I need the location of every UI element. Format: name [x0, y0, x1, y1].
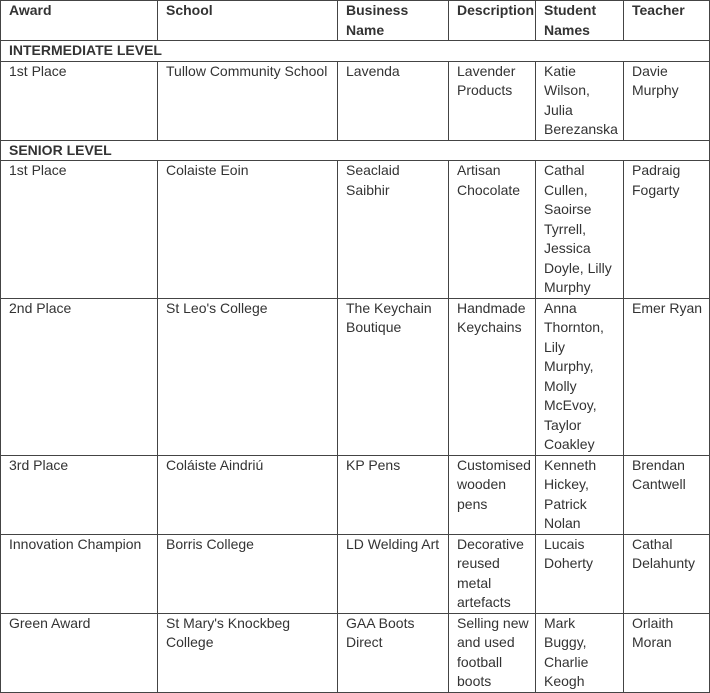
section-label: INTERMEDIATE LEVEL	[1, 41, 710, 62]
cell-description: Selling new and used football boots	[449, 613, 536, 692]
cell-student-names: Anna Thornton, Lily Murphy, Molly McEvoy, Taylor Coakley	[536, 298, 624, 455]
cell-school: St Mary's Knockbeg College	[158, 613, 338, 692]
cell-description: Lavender Products	[449, 61, 536, 140]
section-label: SENIOR LEVEL	[1, 140, 710, 161]
header-row	[1, 1, 710, 41]
cell-teacher: Emer Ryan	[624, 298, 710, 455]
header-business-name: Business Name	[338, 1, 449, 41]
table-row	[1, 298, 710, 455]
header-description: Description	[449, 1, 536, 41]
table-row	[1, 455, 710, 534]
cell-award: 1st Place	[1, 61, 158, 140]
cell-award: 2nd Place	[1, 298, 158, 455]
cell-school: Borris College	[158, 534, 338, 613]
section-row-senior	[1, 140, 710, 161]
cell-teacher: Davie Murphy	[624, 61, 710, 140]
cell-description: Decorative reused metal artefacts	[449, 534, 536, 613]
cell-award: 3rd Place	[1, 455, 158, 534]
cell-award: Innovation Champion	[1, 534, 158, 613]
table-row	[1, 613, 710, 692]
table-row	[1, 534, 710, 613]
cell-business-name: Seaclaid Saibhir	[338, 161, 449, 299]
cell-student-names: Cathal Cullen, Saoirse Tyrrell, Jessica Doyle, Lilly Murphy	[536, 161, 624, 299]
cell-school: Tullow Community School	[158, 61, 338, 140]
cell-student-names: Mark Buggy, Charlie Keogh	[536, 613, 624, 692]
cell-award: Green Award	[1, 613, 158, 692]
cell-description: Handmade Keychains	[449, 298, 536, 455]
table-row	[1, 61, 710, 140]
cell-teacher: Brendan Cantwell	[624, 455, 710, 534]
cell-school: Colaiste Eoin	[158, 161, 338, 299]
cell-teacher: Cathal Delahunty	[624, 534, 710, 613]
cell-business-name: The Keychain Boutique	[338, 298, 449, 455]
cell-description: Customised wooden pens	[449, 455, 536, 534]
cell-business-name: KP Pens	[338, 455, 449, 534]
section-row-intermediate	[1, 41, 710, 62]
cell-teacher: Orlaith Moran	[624, 613, 710, 692]
cell-school: St Leo's College	[158, 298, 338, 455]
cell-business-name: LD Welding Art	[338, 534, 449, 613]
cell-award: 1st Place	[1, 161, 158, 299]
cell-student-names: Kenneth Hickey, Patrick Nolan	[536, 455, 624, 534]
header-award: Award	[1, 1, 158, 41]
cell-teacher: Padraig Fogarty	[624, 161, 710, 299]
header-school: School	[158, 1, 338, 41]
cell-school: Coláiste Aindriú	[158, 455, 338, 534]
cell-student-names: Katie Wilson, Julia Berezanska	[536, 61, 624, 140]
cell-description: Artisan Chocolate	[449, 161, 536, 299]
header-student-names: Student Names	[536, 1, 624, 41]
table-row	[1, 161, 710, 299]
cell-student-names: Lucais Doherty	[536, 534, 624, 613]
header-teacher: Teacher	[624, 1, 710, 41]
cell-business-name: GAA Boots Direct	[338, 613, 449, 692]
cell-business-name: Lavenda	[338, 61, 449, 140]
